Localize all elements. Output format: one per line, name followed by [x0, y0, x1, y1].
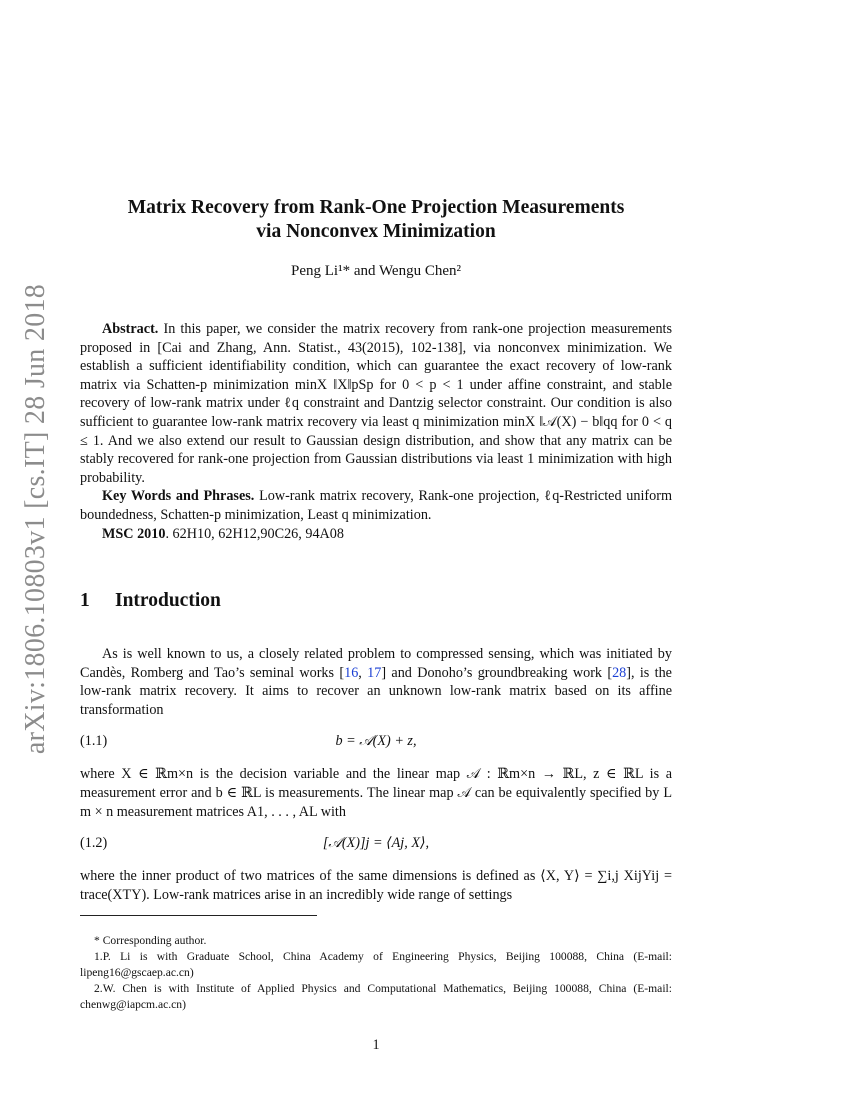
- equation-body: [𝒜(X)]j = ⟨Aj, X⟩,: [322, 835, 430, 852]
- title-line-2: via Nonconvex Minimization: [256, 221, 496, 242]
- msc-label: MSC 2010: [102, 525, 166, 542]
- intro-paragraph-3: where the inner product of two matrices of the same dimensions is defined as ⟨X, Y⟩ = ∑i,j XijYij = trace(XTY). Low-rank matrices arise in an incredibly wide range of settings: [80, 868, 672, 903]
- equation-body: b = 𝒜(X) + z,: [335, 733, 417, 750]
- footnote-1: 1.P. Li is with Graduate School, China Academy of Engineering Physics, Beijing 100088, China (E-mail: lipeng16@gscaep.ac.cn): [80, 950, 672, 979]
- intro-text-a: As is well known to us, a closely related problem to compressed sensing, which was initiated by Candès, Romberg and Tao’s seminal works [: [80, 646, 672, 681]
- section-heading: [80, 590, 672, 612]
- arxiv-stamp: [18, 284, 54, 754]
- intro-paragraph-2: where X ∈ ℝm×n is the decision variable and the linear map 𝒜 : ℝm×n → ℝL, z ∈ ℝL is a measurement error and b ∈ ℝL is measurements. The linear map 𝒜 can be equivalently specified by L m × n measurement matrices A1, . . . , AL with: [80, 766, 672, 820]
- intro-paragraph-1: [80, 645, 672, 719]
- footnote-rule: [80, 915, 317, 916]
- abstract-paragraph: [80, 320, 672, 487]
- keywords-text: Low-rank matrix recovery, Rank-one projection, ℓq-Restricted uniform boundedness, Schatten-p minimization, Least q minimization.: [80, 488, 672, 523]
- equation-1-2: [80, 834, 672, 854]
- equation-1-1: [80, 732, 672, 752]
- section-number: 1: [80, 590, 90, 611]
- keywords-paragraph: [80, 487, 672, 524]
- citation-link[interactable]: 17: [367, 664, 382, 681]
- section-title: Introduction: [115, 590, 221, 611]
- msc-text: . 62H10, 62H12,90C26, 94A08: [165, 525, 344, 542]
- footnotes: [80, 933, 672, 1013]
- msc-paragraph: [80, 525, 672, 544]
- arxiv-stamp-text: arXiv:1806.10803v1 [cs.IT] 28 Jun 2018: [20, 283, 52, 755]
- paper-title: [80, 196, 672, 244]
- equation-number: (1.1): [80, 733, 108, 750]
- title-line-1: Matrix Recovery from Rank-One Projection Measurements: [127, 197, 625, 218]
- intro-text-c: ], is the low-rank matrix recovery. It aims to recover an unknown low-rank matrix based on its affine transformation: [80, 664, 672, 718]
- keywords-label: Key Words and Phrases.: [102, 488, 255, 505]
- footnote-2: 2.W. Chen is with Institute of Applied Physics and Computational Mathematics, Beijing 100088, China (E-mail: chenwg@iapcm.ac.cn): [80, 982, 672, 1011]
- abstract-block: [80, 320, 672, 543]
- page-number: 1: [372, 1037, 380, 1053]
- citation-link[interactable]: 16: [344, 664, 359, 681]
- footnote-corresponding: * Corresponding author.: [94, 934, 207, 947]
- introduction-body: [80, 645, 672, 904]
- abstract-label: Abstract.: [102, 321, 159, 337]
- intro-text-b: ] and Donoho’s groundbreaking work [: [381, 664, 613, 681]
- equation-number: (1.2): [80, 835, 108, 852]
- authors: Peng Li¹* and Wengu Chen²: [291, 263, 461, 279]
- citation-link[interactable]: 28: [612, 664, 627, 681]
- citation-separator: ,: [358, 664, 368, 681]
- abstract-text: In this paper, we consider the matrix recovery from rank-one projection measurements proposed in [Cai and Zhang, Ann. Statist., 43(2015), 102-138], via nonconvex minimization. We establish a sufficient identifiability condition, which can guarantee the exact recovery of low-rank matrix via Schatten-p minimization minX ‖X‖pSp for 0 < p < 1 under affine constraint, and stable recovery of low-rank matrix under ℓq constraint and Dantzig selector constraint. Our condition is also sufficient to guarantee low-rank matrix recovery via least q minimization minX ‖𝒜(X) − b‖qq for 0 < q ≤ 1. And we also extend our result to Gaussian design distribution, and show that any matrix can be stably recovered for rank-one projection from Gaussian distributions via least 1 minimization with high probability.: [80, 321, 672, 486]
